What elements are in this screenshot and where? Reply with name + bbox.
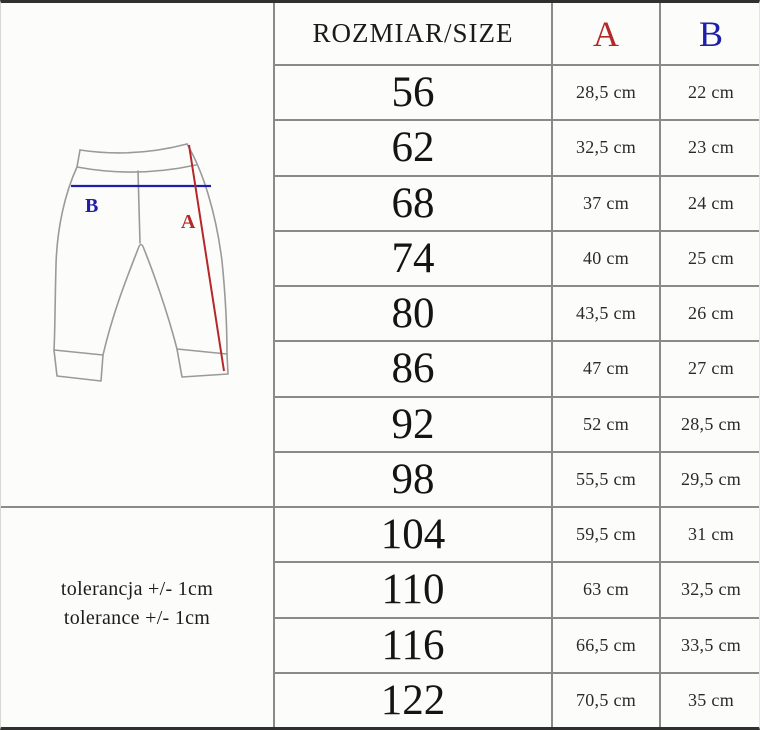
pants-left-outer-edge [54, 167, 77, 350]
left-cuff [54, 350, 103, 381]
waistband-top-line [80, 144, 187, 153]
size-cell: 68 [391, 179, 435, 227]
size-cell: 92 [391, 400, 435, 448]
left-panel [1, 3, 273, 727]
pants-diagram [1, 3, 273, 506]
waistband-bottom-line [77, 165, 196, 172]
size-cell: 74 [391, 234, 435, 282]
table-header-row [275, 3, 760, 64]
table-row [275, 119, 760, 174]
size-cell: 80 [391, 290, 435, 338]
a-value-cell: 40 cm [551, 232, 659, 285]
size-cell: 104 [380, 511, 446, 559]
tolerance-line-pl: tolerancja +/- 1cm [60, 577, 214, 600]
a-value-cell: 70,5 cm [551, 674, 659, 727]
measure-a-line [189, 145, 224, 371]
size-cell: 56 [391, 69, 435, 117]
size-cell: 62 [391, 124, 435, 172]
table-row [275, 230, 760, 285]
a-value-cell: 37 cm [551, 177, 659, 230]
table-row [275, 561, 760, 616]
table-row [275, 617, 760, 672]
b-value-cell: 22 cm [659, 66, 760, 119]
size-cell: 122 [380, 676, 446, 724]
b-value-cell: 29,5 cm [659, 453, 760, 506]
a-value-cell: 32,5 cm [551, 121, 659, 174]
center-seam-line [138, 171, 140, 243]
a-value-cell: 47 cm [551, 342, 659, 395]
b-value-cell: 25 cm [659, 232, 760, 285]
a-value-cell: 28,5 cm [551, 66, 659, 119]
size-cell: 110 [381, 566, 445, 614]
a-value-cell: 63 cm [551, 563, 659, 616]
a-value-cell: 43,5 cm [551, 287, 659, 340]
inner-leg-edges [103, 245, 177, 356]
b-value-cell: 28,5 cm [659, 398, 760, 451]
header-col-a: A [551, 3, 659, 64]
a-value-cell: 66,5 cm [551, 619, 659, 672]
b-value-cell: 26 cm [659, 287, 760, 340]
measure-b-label: B [85, 195, 99, 217]
size-cell: 116 [381, 621, 445, 669]
b-value-cell: 33,5 cm [659, 619, 760, 672]
size-table [273, 3, 760, 727]
a-value-cell: 52 cm [551, 398, 659, 451]
size-cell: 98 [391, 455, 435, 503]
table-row [275, 285, 760, 340]
table-row [275, 672, 760, 727]
measure-a-label: A [181, 211, 196, 233]
tolerance-note [1, 506, 273, 727]
b-value-cell: 27 cm [659, 342, 760, 395]
waistband-left-line [77, 150, 80, 167]
b-value-cell: 32,5 cm [659, 563, 760, 616]
size-cell: 86 [391, 345, 435, 393]
a-value-cell: 55,5 cm [551, 453, 659, 506]
table-row [275, 451, 760, 506]
tolerance-line-en: tolerance +/- 1cm [63, 606, 211, 629]
b-value-cell: 23 cm [659, 121, 760, 174]
pants-illustration-svg [1, 3, 273, 506]
b-value-cell: 35 cm [659, 674, 760, 727]
header-size-label: ROZMIAR/SIZE [312, 18, 514, 48]
table-row [275, 64, 760, 119]
table-row [275, 340, 760, 395]
table-row [275, 396, 760, 451]
b-value-cell: 24 cm [659, 177, 760, 230]
table-row [275, 175, 760, 230]
a-value-cell: 59,5 cm [551, 508, 659, 561]
table-row [275, 506, 760, 561]
header-col-b: B [659, 3, 760, 64]
b-value-cell: 31 cm [659, 508, 760, 561]
